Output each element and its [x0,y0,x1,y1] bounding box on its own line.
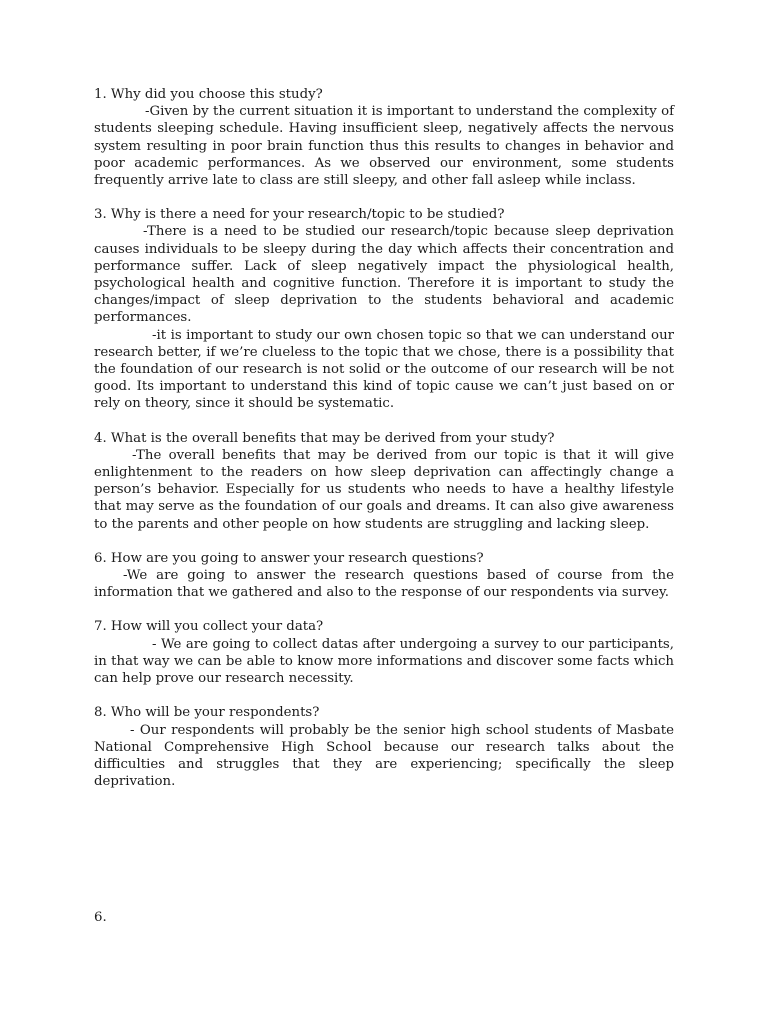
answer-paragraph: -Given by the current situation it is important to understand the complexity of students sleeping schedule. Having insufficient sleep, negatively affects the nervous system resulting in poor brain function thus this results to changes in behavior and poor academic performances. As we observed our environment, some students frequently arrive late to class are still sleepy, and other fall asleep while inclass. [94,104,674,189]
question-heading: 3. Why is there a need for your research/topic to be studied? [94,207,505,223]
question-heading: 6. How are you going to answer your research questions? [94,550,484,566]
answer-paragraph: -it is important to study our own chosen topic so that we can understand our research better, if we’re clueless to the topic that we chose, there is a possibility that the foundation of our research is not solid or the outcome of our research will be not good. Its important to understand this kind of topic cause we can’t just based on or rely on theory, since it should be systematic. [94,327,674,412]
answer-paragraph: -We are going to answer the research questions based of course from the information that we gathered and also to the response of our respondents via survey. [94,568,674,601]
section-answer-questions [94,550,674,602]
question-heading: 7. How will you collect your data? [94,619,324,635]
answer-paragraph: - Our respondents will probably be the senior high school students of Masbate National Comprehensive High School because our research talks about the difficulties and struggles that they are experiencing; specifically the sleep deprivation. [94,722,674,790]
trailing-number: 6. [94,910,107,925]
question-heading: 4. What is the overall benefits that may be derived from your study? [94,430,555,446]
section-collect-data [94,618,674,687]
question-heading: 8. Who will be your respondents? [94,705,320,721]
section-why-choose-study [94,86,674,189]
document-page [94,86,674,807]
section-respondents [94,704,674,790]
answer-paragraph: -The overall benefits that may be derived from our topic is that it will give enlightenment to the readers on how sleep deprivation can affectingly change a person’s behavior. Especially for us students who needs to have a healthy lifestyle that may serve as the foundation of our goals and dreams. It can also give awareness to the parents and other people on how students are struggling and lacking sleep. [94,447,674,532]
answer-paragraph: -There is a need to be studied our research/topic because sleep deprivation causes individuals to be sleepy during the day which affects their concentration and performance suffer. Lack of sleep negatively impact the physiological health, psychological health and cognitive function. Therefore it is important to study the changes/impact of sleep deprivation to the students behavioral and academic performances. [94,224,674,326]
answer-paragraph: - We are going to collect datas after undergoing a survey to our participants, in that way we can be able to know more informations and discover some facts which can help prove our research necessity. [94,636,674,687]
section-overall-benefits [94,430,674,533]
question-heading: 1. Why did you choose this study? [94,87,323,102]
section-need-for-research [94,206,674,412]
